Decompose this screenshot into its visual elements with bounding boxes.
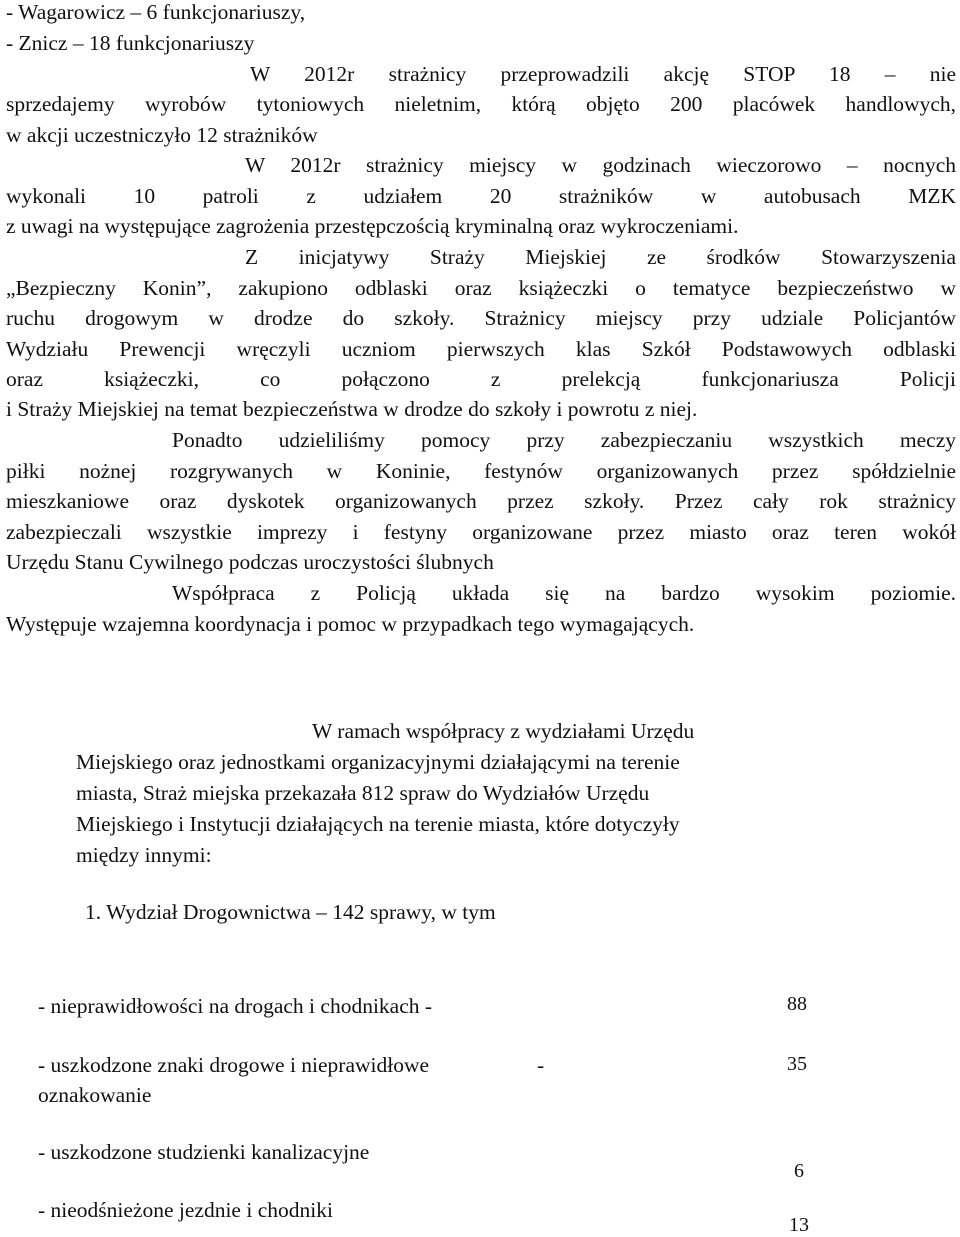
list-item-value: 35: [787, 1053, 807, 1075]
paragraph-line: oraz książeczki, co połączono z prelekcją funkcjonariusza Policji: [6, 367, 956, 391]
text-line: - Wagarowicz – 6 funkcjonariuszy,: [6, 0, 306, 24]
paragraph-line: Występuje wzajemna koordynacja i pomoc w przypadkach tego wymagających.: [6, 612, 695, 636]
cooperation-line: W ramach współpracy z wydziałami Urzędu: [312, 719, 695, 743]
paragraph-line: „Bezpieczny Konin”, zakupiono odblaski oraz książeczki o tematyce bezpieczeństwo w: [6, 276, 956, 300]
paragraph-line: Urzędu Stanu Cywilnego podczas uroczystości ślubnych: [6, 550, 494, 574]
paragraph-line: mieszkaniowe oraz dyskotek organizowanych przez szkoły. Przez cały rok strażnicy: [6, 489, 956, 513]
paragraph-line: piłki nożnej rozgrywanych w Koninie, festynów organizowanych przez spółdzielnie: [6, 459, 956, 483]
list-item-value: 13: [789, 1214, 809, 1236]
list-item-label: - nieodśnieżone jezdnie i chodniki: [38, 1198, 333, 1222]
cooperation-line: Miejskiego i Instytucji działających na terenie miasta, które dotyczyły: [76, 812, 680, 836]
paragraph-line: wykonali 10 patroli z udziałem 20 strażników w autobusach MZK: [6, 184, 956, 208]
list-item-label: - uszkodzone znaki drogowe i nieprawidłowe: [38, 1053, 430, 1077]
list-item-label-continuation: oznakowanie: [38, 1083, 152, 1107]
cooperation-block: [76, 716, 866, 871]
list-item-label: - nieprawidłowości na drogach i chodnikach -: [38, 994, 433, 1018]
paragraph-line: Z inicjatywy Straży Miejskiej ze środków Stowarzyszenia: [245, 245, 956, 269]
cooperation-line: między innymi:: [76, 843, 212, 867]
text-line: - Znicz – 18 funkcjonariuszy: [6, 31, 255, 55]
list-item-label: - uszkodzone studzienki kanalizacyjne: [38, 1140, 370, 1164]
list-item-value: 88: [787, 993, 807, 1015]
paragraph-line: ruchu drogowym w drodze do szkoły. Strażnicy miejscy przy udziale Policjantów: [6, 306, 956, 330]
paragraph-line: W 2012r strażnicy miejscy w godzinach wieczorowo – nocnych: [245, 153, 956, 177]
paragraph-line: Ponadto udzieliliśmy pomocy przy zabezpieczaniu wszystkich meczy: [172, 428, 956, 452]
list-item-dash: -: [537, 1053, 545, 1077]
paragraph-line: zabezpieczali wszystkie imprezy i festyny organizowane przez miasto oraz teren wokół: [6, 520, 956, 544]
list-item-value: 6: [794, 1160, 804, 1182]
cooperation-line: miasta, Straż miejska przekazała 812 spraw do Wydziałów Urzędu: [76, 781, 650, 805]
paragraph-line: z uwagi na występujące zagrożenia przestępczością kryminalną oraz wykroczeniami.: [6, 214, 739, 238]
paragraph-line: sprzedajemy wyrobów tytoniowych nieletnim, którą objęto 200 placówek handlowych,: [6, 92, 956, 116]
list-heading: 1. Wydział Drogownictwa – 142 sprawy, w tym: [85, 900, 496, 924]
cooperation-line: Miejskiego oraz jednostkami organizacyjnymi działającymi na terenie: [76, 750, 680, 774]
paragraph-line: Współpraca z Policją układa się na bardzo wysokim poziomie.: [172, 581, 956, 605]
paragraph-line: w akcji uczestniczyło 12 strażników: [6, 123, 318, 147]
paragraph-line: i Straży Miejskiej na temat bezpieczeństwa w drodze do szkoły i powrotu z niej.: [6, 397, 698, 421]
paragraph-line: Wydziału Prewencji wręczyli uczniom pierwszych klas Szkół Podstawowych odblaski: [6, 337, 956, 361]
paragraph-line: W 2012r strażnicy przeprowadzili akcję STOP 18 – nie: [250, 62, 956, 86]
